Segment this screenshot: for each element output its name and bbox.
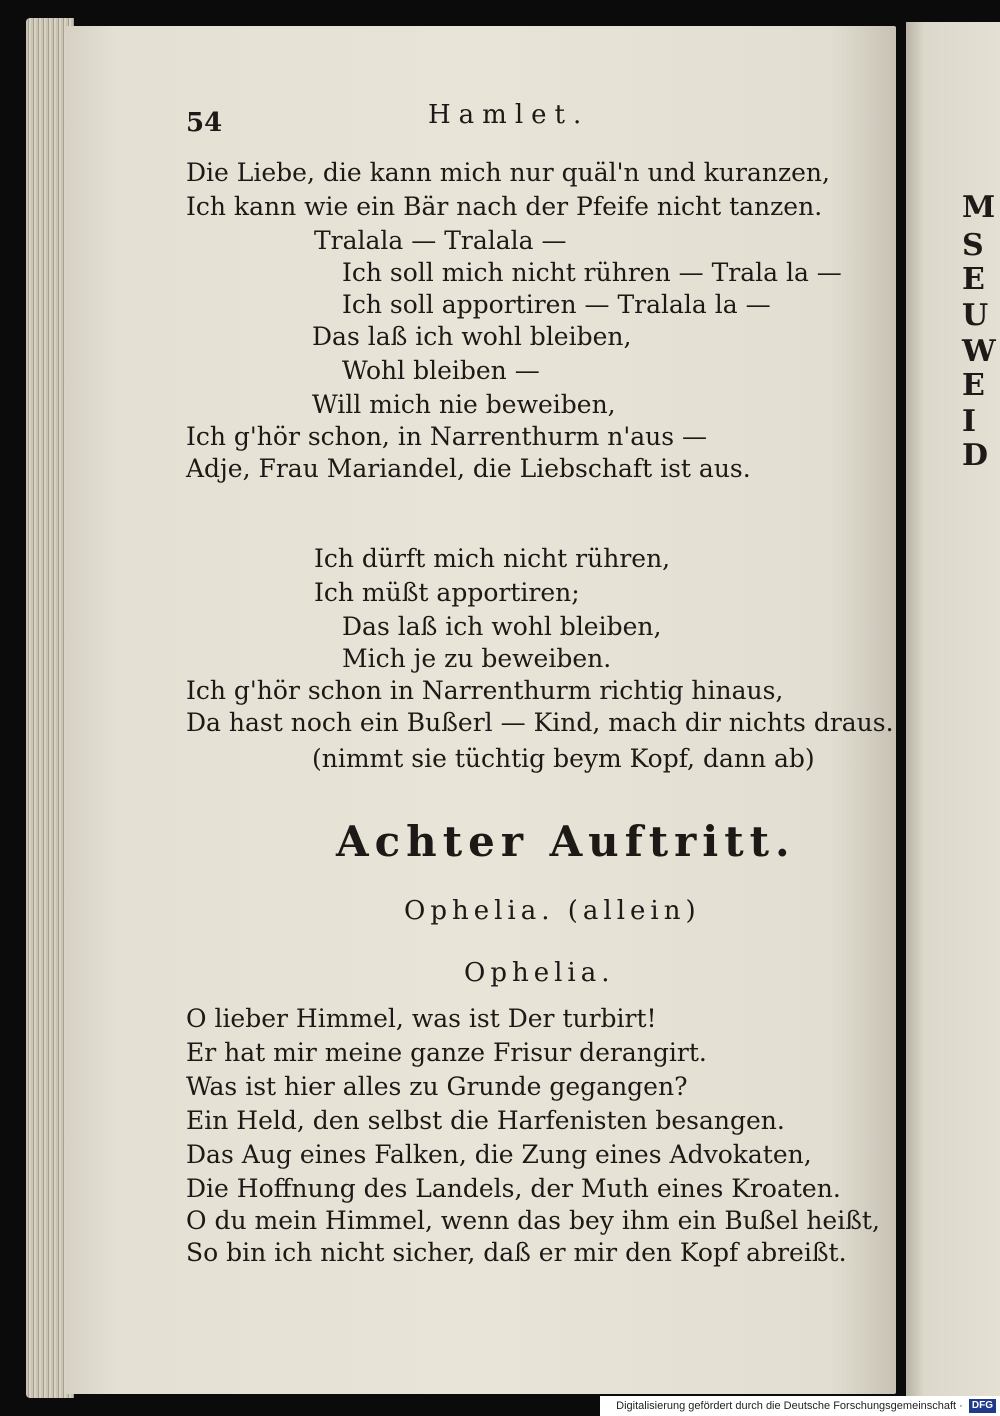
verse-line: Das laß ich wohl bleiben, <box>312 322 632 351</box>
scene-characters: Ophelia. (allein) <box>404 896 701 926</box>
facing-page-glyph: E <box>962 262 985 297</box>
verse-line: Will mich nie beweiben, <box>312 390 616 419</box>
facing-page-glyph: U <box>962 298 989 333</box>
facing-page-glyph: S <box>962 228 984 263</box>
digitization-credit: Digitalisierung gefördert durch die Deutsche Forschungsgemeinschaft · DFG <box>600 1396 1000 1416</box>
verse-line: So bin ich nicht sicher, daß er mir den Kopf abreißt. <box>186 1238 847 1267</box>
verse-line: Er hat mir meine ganze Frisur derangirt. <box>186 1038 707 1067</box>
verse-line: Ich soll mich nicht rühren — Trala la — <box>342 258 842 287</box>
verse-line: Ich soll apportiren — Tralala la — <box>342 290 771 319</box>
verse-line: Die Liebe, die kann mich nur quäl'n und kuranzen, <box>186 158 830 187</box>
facing-page-glyph: D <box>962 438 989 473</box>
facing-page-glyph: W <box>962 334 996 369</box>
facing-page-glyph: M <box>962 190 996 225</box>
verse-line: Ich müßt apportiren; <box>314 578 580 607</box>
verse-line: Das laß ich wohl bleiben, <box>342 612 662 641</box>
page-number: 54 <box>186 108 223 138</box>
verse-line: Ich kann wie ein Bär nach der Pfeife nicht tanzen. <box>186 192 823 221</box>
verse-line: Ich dürft mich nicht rühren, <box>314 544 671 573</box>
stage-direction: (nimmt sie tüchtig beym Kopf, dann ab) <box>312 744 815 773</box>
verse-line: Ein Held, den selbst die Harfenisten besangen. <box>186 1106 785 1135</box>
dfg-logo: DFG <box>969 1399 996 1413</box>
credit-text: Digitalisierung gefördert durch die Deutsche Forschungsgemeinschaft <box>616 1400 957 1412</box>
verse-line: Die Hoffnung des Landels, der Muth eines Kroaten. <box>186 1174 841 1203</box>
facing-page-edge <box>906 22 1000 1396</box>
verse-line: Da hast noch ein Bußerl — Kind, mach dir nichts draus. <box>186 708 894 737</box>
verse-line: Was ist hier alles zu Grunde gegangen? <box>186 1072 688 1101</box>
verse-line: Ich g'hör schon in Narrenthurm richtig hinaus, <box>186 676 784 705</box>
verse-line: O du mein Himmel, wenn das bey ihm ein Bußel heißt, <box>186 1206 880 1235</box>
verse-line: Wohl bleiben — <box>342 356 540 385</box>
verse-line: Tralala — Tralala — <box>314 226 567 255</box>
verse-line: O lieber Himmel, was ist Der turbirt! <box>186 1004 657 1033</box>
verse-line: Ich g'hör schon, in Narrenthurm n'aus — <box>186 422 708 451</box>
facing-page-glyph: I <box>962 404 977 439</box>
verse-line: Adje, Frau Mariandel, die Liebschaft ist aus. <box>186 454 751 483</box>
verse-line: Das Aug eines Falken, die Zung eines Advokaten, <box>186 1140 812 1169</box>
running-head: Hamlet. <box>428 100 590 130</box>
scene-heading: Achter Auftritt. <box>336 817 796 866</box>
speaker-name: Ophelia. <box>464 958 615 988</box>
verse-line: Mich je zu beweiben. <box>342 644 612 673</box>
facing-page-glyph: E <box>962 368 985 403</box>
